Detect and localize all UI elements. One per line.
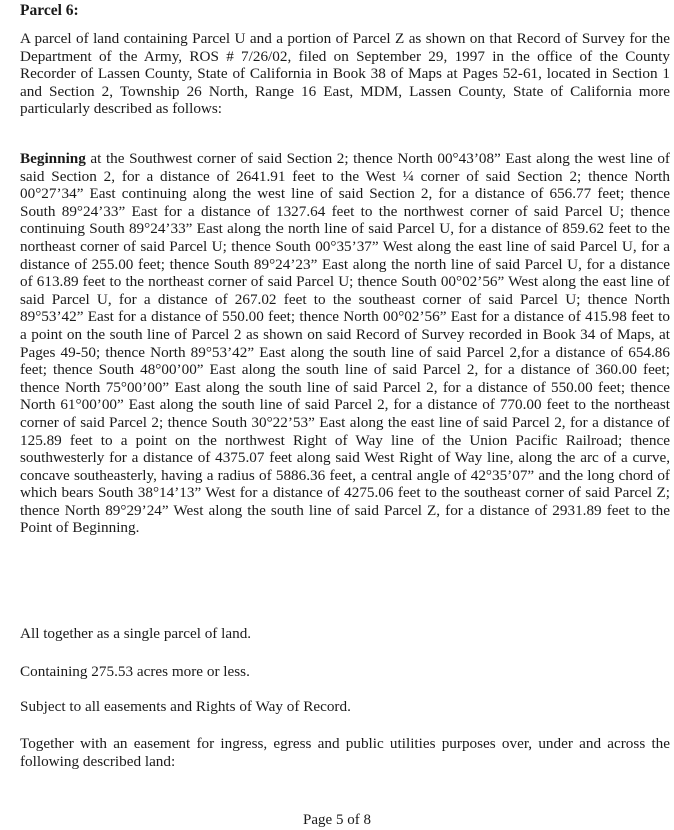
easement-statement: Together with an easement for ingress, egress and public utilities purposes over, under and across the following described land: — [20, 735, 670, 770]
acreage-statement: Containing 275.53 acres more or less. — [20, 663, 250, 680]
page-number: Page 5 of 8 — [303, 812, 371, 828]
description-lead: Beginning — [20, 150, 86, 167]
single-parcel-statement: All together as a single parcel of land. — [20, 625, 252, 642]
parcel-heading: Parcel 6: — [20, 2, 79, 19]
subject-to-statement: Subject to all easements and Rights of Way of Record. — [20, 698, 351, 715]
intro-paragraph: A parcel of land containing Parcel U and a portion of Parcel Z as shown on that Record of Survey for the Department of the Army, ROS # 7/26/02, filed on September 29, 1997 in the office of the County Recorder of Lassen County, State of California in Book 38 of Maps at Pages 52-61, located in Section 1 and Section 2, Township 26 North, Range 16 East, MDM, Lassen County, State of California more particularly described as follows: — [20, 30, 670, 118]
legal-description-paragraph — [20, 150, 670, 537]
description-body: at the Southwest corner of said Section 2; thence North 00°43’08” East along the west line of said Section 2, for a distance of 2641.91 feet to the West ¼ corner of said Section 2; thence North 00°27’34” East continuing along the west line of said Section 2, for a distance of 656.77 feet; thence South 89°24’33” East for a distance of 1327.64 feet to the northwest corner of said Parcel U; thence continuing South 89°24’33” East along the north line of said Parcel U, for a distance of 859.62 feet to the northeast corner of said Parcel U; thence South 00°35’37” West along the east line of said Parcel U, for a distance of 255.00 feet; thence South 89°24’23” East along the north line of said Parcel U, for a distance of 613.89 feet to the northeast corner of said Parcel U; thence South 00°02’56” West along the east line of said Parcel U, for a distance of 267.02 feet to the southeast corner of said Parcel U; thence North 89°53’42” East for a distance of 550.00 feet; thence North 00°02’56” East for a distance of 415.98 feet to a point on the south line of Parcel 2 as shown on said Record of Survey recorded in Book 34 of Maps, at Pages 49-50; thence North 89°53’42” East along the south line of said Parcel 2,for a distance of 654.86 feet; thence South 48°00’00” East along the south line of said Parcel 2, for a distance of 360.00 feet; thence North 75°00’00” East along the south line of said Parcel 2, for a distance of 550.00 feet; thence North 61°00’00” East along the south line of said Parcel 2, for a distance of 770.00 feet to the northeast corner of said Parcel 2; thence South 30°22’53” East along the east line of said Parcel 2, for a distance of 125.89 feet to a point on the northwest Right of Way line of the Union Pacific Railroad; thence southwesterly for a distance of 4375.07 feet along said West Right of Way line, along the arc of a curve, concave southeasterly, having a radius of 5886.36 feet, a central angle of 42°35’07” and the long chord of which bears South 38°14’13” West for a distance of 4275.06 feet to the southeast corner of said Parcel Z; thence North 89°29’24” West along the south line of said Parcel Z, for a distance of 2931.89 feet to the Point of Beginning. — [20, 150, 670, 537]
